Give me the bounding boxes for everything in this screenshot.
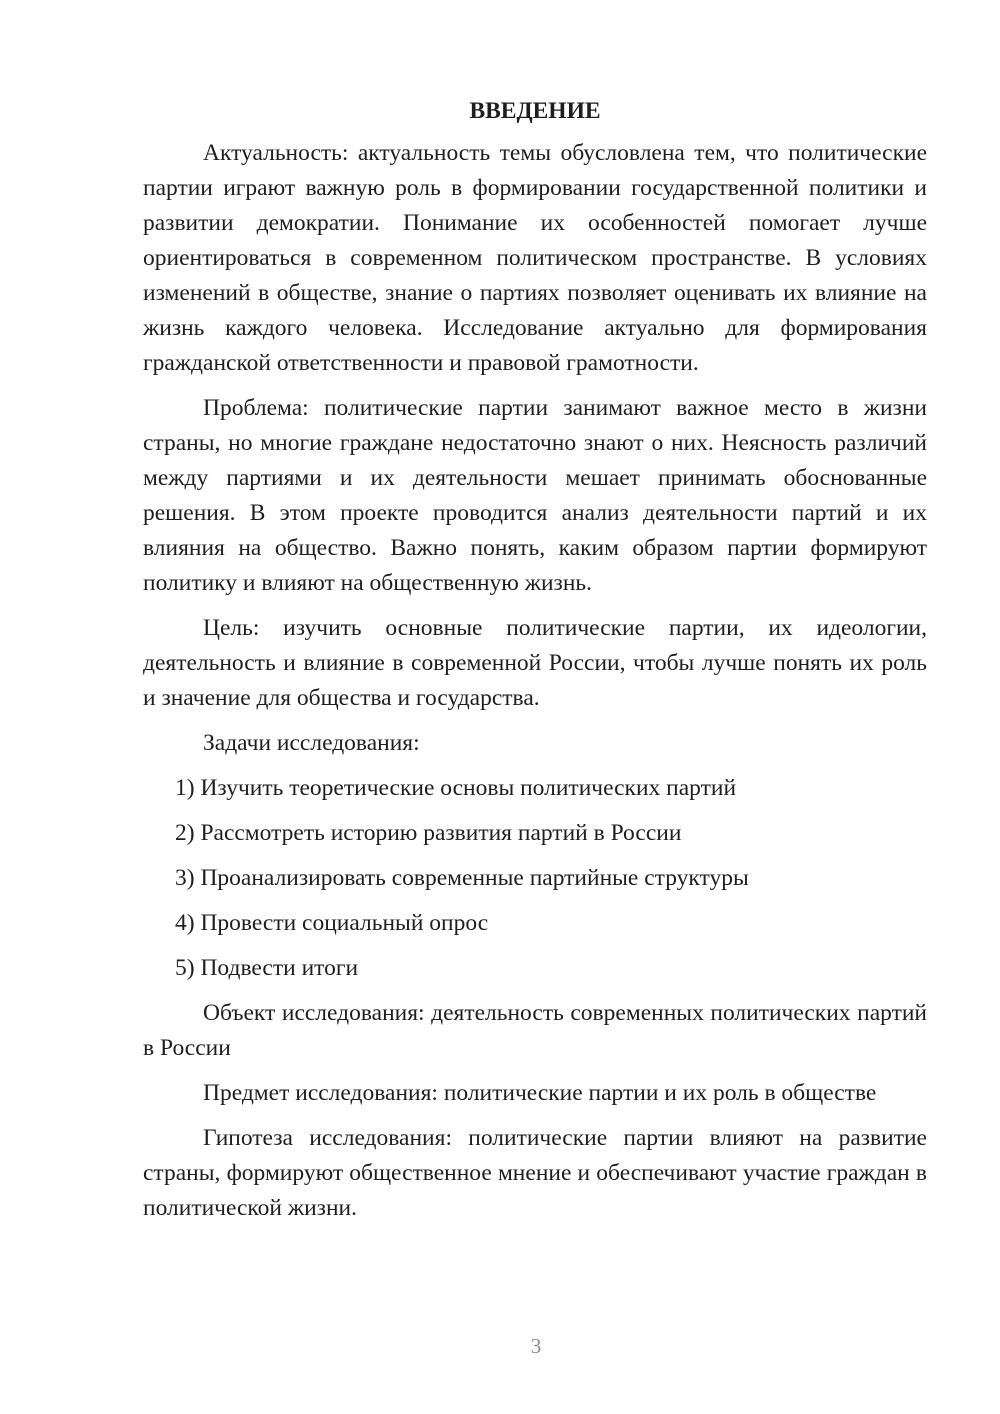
task-item: 1) Изучить теоретические основы политических партий	[175, 775, 737, 801]
section-heading: ВВЕДЕНИЕ	[469, 98, 601, 124]
tasks-title: Задачи исследования:	[203, 730, 420, 756]
object-paragraph: Объект исследования: деятельность современных политических партий в России	[143, 1000, 927, 1061]
page-content	[143, 96, 927, 1236]
task-item: 5) Подвести итоги	[175, 955, 359, 981]
problem-paragraph: Проблема: политические партии занимают важное место в жизни страны, но многие граждане недостаточно знают о них. Неясность различий между партиями и их деятельности мешает принимать обоснованные решения. В этом проекте проводится анализ деятельности партий и их влияния на общество. Важно понять, каким образом партии формируют политику и влияют на общественную жизнь.	[143, 395, 927, 596]
tasks-list	[143, 771, 927, 986]
task-item: 3) Проанализировать современные партийные структуры	[175, 865, 749, 891]
task-item: 2) Рассмотреть историю развития партий в России	[175, 820, 682, 846]
relevance-paragraph: Актуальность: актуальность темы обусловлена тем, что политические партии играют важную роль в формировании государственной политики и развитии демократии. Понимание их особенностей помогает лучше ориентироваться в современном политическом пространстве. В условиях изменений в обществе, знание о партиях позволяет оценивать их влияние на жизнь каждого человека. Исследование актуально для формирования гражданской ответственности и правовой грамотности.	[143, 140, 927, 376]
task-item: 4) Провести социальный опрос	[175, 910, 489, 936]
subject-paragraph: Предмет исследования: политические партии и их роль в обществе	[203, 1080, 877, 1106]
hypothesis-paragraph: Гипотеза исследования: политические партии влияют на развитие страны, формируют общественное мнение и обеспечивают участие граждан в политической жизни.	[143, 1125, 927, 1221]
goal-paragraph: Цель: изучить основные политические партии, их идеологии, деятельность и влияние в современной России, чтобы лучше понять их роль и значение для общества и государства.	[143, 615, 927, 711]
page-number: 3	[530, 1334, 542, 1358]
